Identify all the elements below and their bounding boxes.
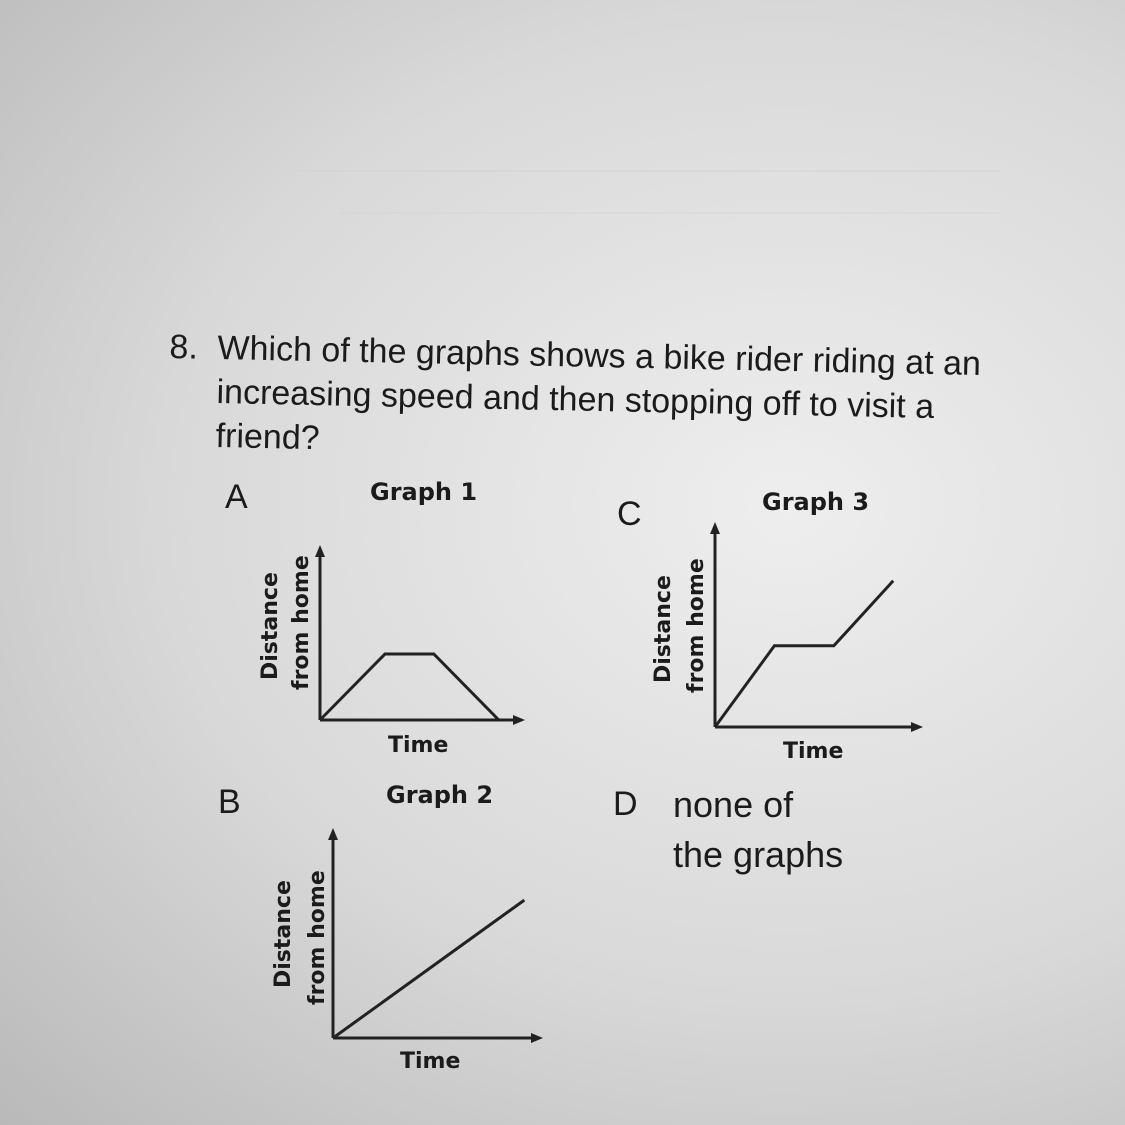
graph-2-y-axis-arrow [328, 828, 338, 840]
graph-2-title: Graph 2 [386, 781, 494, 809]
graph-3-title: Graph 3 [762, 488, 870, 516]
option-b-letter[interactable]: B [218, 783, 241, 821]
graph-3-xlabel: Time [783, 739, 844, 764]
option-a-letter[interactable]: A [225, 478, 248, 516]
option-d-letter[interactable]: D [613, 785, 638, 823]
question-text: Which of the graphs shows a bike rider riding at an increasing speed and then stopping off to visit a friend? [215, 329, 982, 458]
graph-2-series-line [333, 900, 524, 1038]
graph-3-ylabel-line1: Distance [651, 575, 676, 683]
option-c-letter[interactable]: C [617, 495, 642, 533]
graph-2-xlabel: Time [400, 1049, 461, 1074]
graph-2-ylabel-line2: from home [305, 870, 330, 1005]
graph-3-ylabel-line2: from home [684, 558, 709, 693]
option-d-text-line1: none of [673, 784, 794, 825]
graph-2-ylabel-line1: Distance [271, 880, 296, 988]
graph-1-xlabel: Time [388, 733, 449, 758]
option-d-text-line2: the graphs [673, 834, 844, 875]
graph-2-x-axis-arrow [531, 1033, 543, 1043]
graph-1-ylabel-line2: from home [289, 555, 314, 690]
question-number: 8. [169, 327, 199, 367]
graph-1-ylabel-line1: Distance [258, 572, 283, 680]
graph-1-title: Graph 1 [370, 478, 478, 506]
